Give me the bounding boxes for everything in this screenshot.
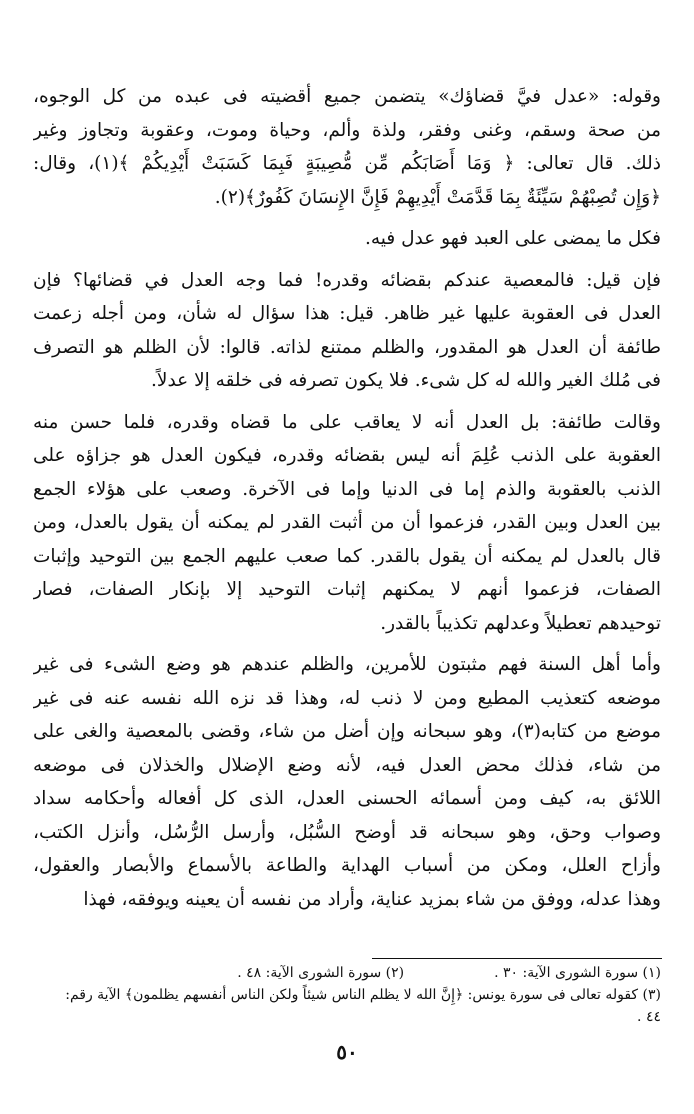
text-line: وهذا عدله، ووفق من شاء بمزيد عناية، وأراد من نفسه أن يعينه ويوفقه، فهذا: [83, 888, 661, 910]
text-line: العقوبة على الذنب عُلِمَ أنه ليس بقضائه وقدره، فيكون العدل هو جزاؤه على: [33, 445, 661, 466]
paragraph: [33, 80, 661, 214]
text-line: وأزاح العلل، ومكن من أسباب الهداية والطاعة بالأسماع والأبصار والعقول،: [33, 855, 661, 876]
text-line: الذنب بالعقوبة والذم إما فى الدنيا وإما فى الآخرة. وصعب على هؤلاء الجمع: [33, 478, 661, 500]
text-line: وقوله: «عدل فيَّ قضاؤك» يتضمن جميع أقضيته فى عبده من كل الوجوه،: [33, 86, 661, 107]
footnote-1: (١) سورة الشورى الآية: ٣٠ .: [494, 965, 661, 981]
paragraph: [33, 264, 661, 398]
text-line: توحيدهم تعطيلاً وعدلهم تكذيباً بالقدر.: [380, 612, 661, 634]
paragraph: [33, 222, 661, 256]
text-line: وأما أهل السنة فهم مثبتون للأمرين، والظلم عندهم هو وضع الشىء فى غير: [33, 654, 661, 675]
text-line: موضعه كتعذيب المطيع ومن لا ذنب له، وهذا قد نزه الله نفسه عنه فى غير: [33, 687, 661, 709]
text-line: ﴿وَإِن تُصِبْهُمْ سَيِّئَةٌ بِمَا قَدَّمَتْ أَيْدِيهِمْ فَإِنَّ الإِنسَانَ كَفُورٌ﴾(٢).: [214, 186, 661, 208]
footnote-3-line-1: (٣) كقوله تعالى فى سورة يونس: ﴿إِنَّ الله لا يظلم الناس شيئاً ولكن الناس أنفسهم يظلمون﴾ الآية رقم:: [65, 987, 661, 1003]
text-line: ذلك. قال تعالى: ﴿ وَمَا أَصَابَكُم مِّن مُّصِيبَةٍ فَبِمَا كَسَبَتْ أَيْدِيكُمْ ﴾(١)، وقال:: [33, 153, 661, 174]
paragraph: [33, 406, 661, 641]
text-line: وصواب وحق، وهو سبحانه قد أوضح السُّبُل، وأرسل الرُّسُل، وأنزل الكتب،: [33, 821, 661, 843]
footnote-divider: [372, 958, 662, 959]
main-text: [33, 80, 661, 916]
text-line: الصفات، فزعموا أنهم لا يمكنهم إثبات التوحيد إلا بإنكار الصفات، فصار: [33, 579, 661, 600]
footnotes-row-1: [33, 962, 661, 984]
text-line: فى مُلك الغير والله له كل شىء. فلا يكون تصرفه فى خلقه إلا عدلاً.: [151, 370, 661, 391]
text-line: العدل فى العقوبة عليها غير ظاهر. قيل: هذا سؤال له شأن، ومن أجله زعمت: [33, 303, 661, 324]
text-line: بين العدل وبين القدر، فزعموا أن من أثبت القدر لم يمكنه أن يقول بالعدل، ومن: [33, 512, 661, 533]
text-line: فكل ما يمضى على العبد فهو عدل فيه.: [364, 228, 661, 249]
text-line: طائفة أن العدل هو المقدور، والظلم ممتنع لذاته. قالوا: لأن الظلم هو التصرف: [33, 336, 661, 358]
text-line: اللائق به، كيف ومن أسمائه الحسنى العدل، الذى كل أفعاله وأحكامه سداد: [33, 788, 661, 809]
text-line: قال بالعدل لم يمكنه أن يقول بالقدر. كما صعب عليهم الجمع بين التوحيد وإثبات: [33, 545, 661, 567]
text-line: وقالت طائفة: بل العدل أنه لا يعاقب على ما قضاه وقدره، فلما حسن منه: [33, 411, 661, 433]
text-line: من شاء، فذلك محض العدل فيه، لأنه وضع الإضلال والخذلان فى موضعه: [33, 754, 661, 776]
text-line: من صحة وسقم، وغنى وفقر، ولذة وألم، وحياة وموت، وعقوبة وتجاوز وغير: [33, 119, 661, 141]
footnote-3-line-2: ٤٤ .: [637, 1009, 661, 1025]
text-line: موضع من كتابه(٣)، وهو سبحانه وإن أضل من شاء، وقضى بالمعصية والغى على: [33, 721, 661, 742]
text-line: فإن قيل: فالمعصية عندكم بقضائه وقدره! فما وجه العدل في قضائها؟ فإن: [33, 269, 661, 291]
footnote-2: (٢) سورة الشورى الآية: ٤٨ .: [237, 965, 405, 981]
page-number: ٥٠: [336, 1040, 358, 1064]
paragraph: [33, 648, 661, 916]
